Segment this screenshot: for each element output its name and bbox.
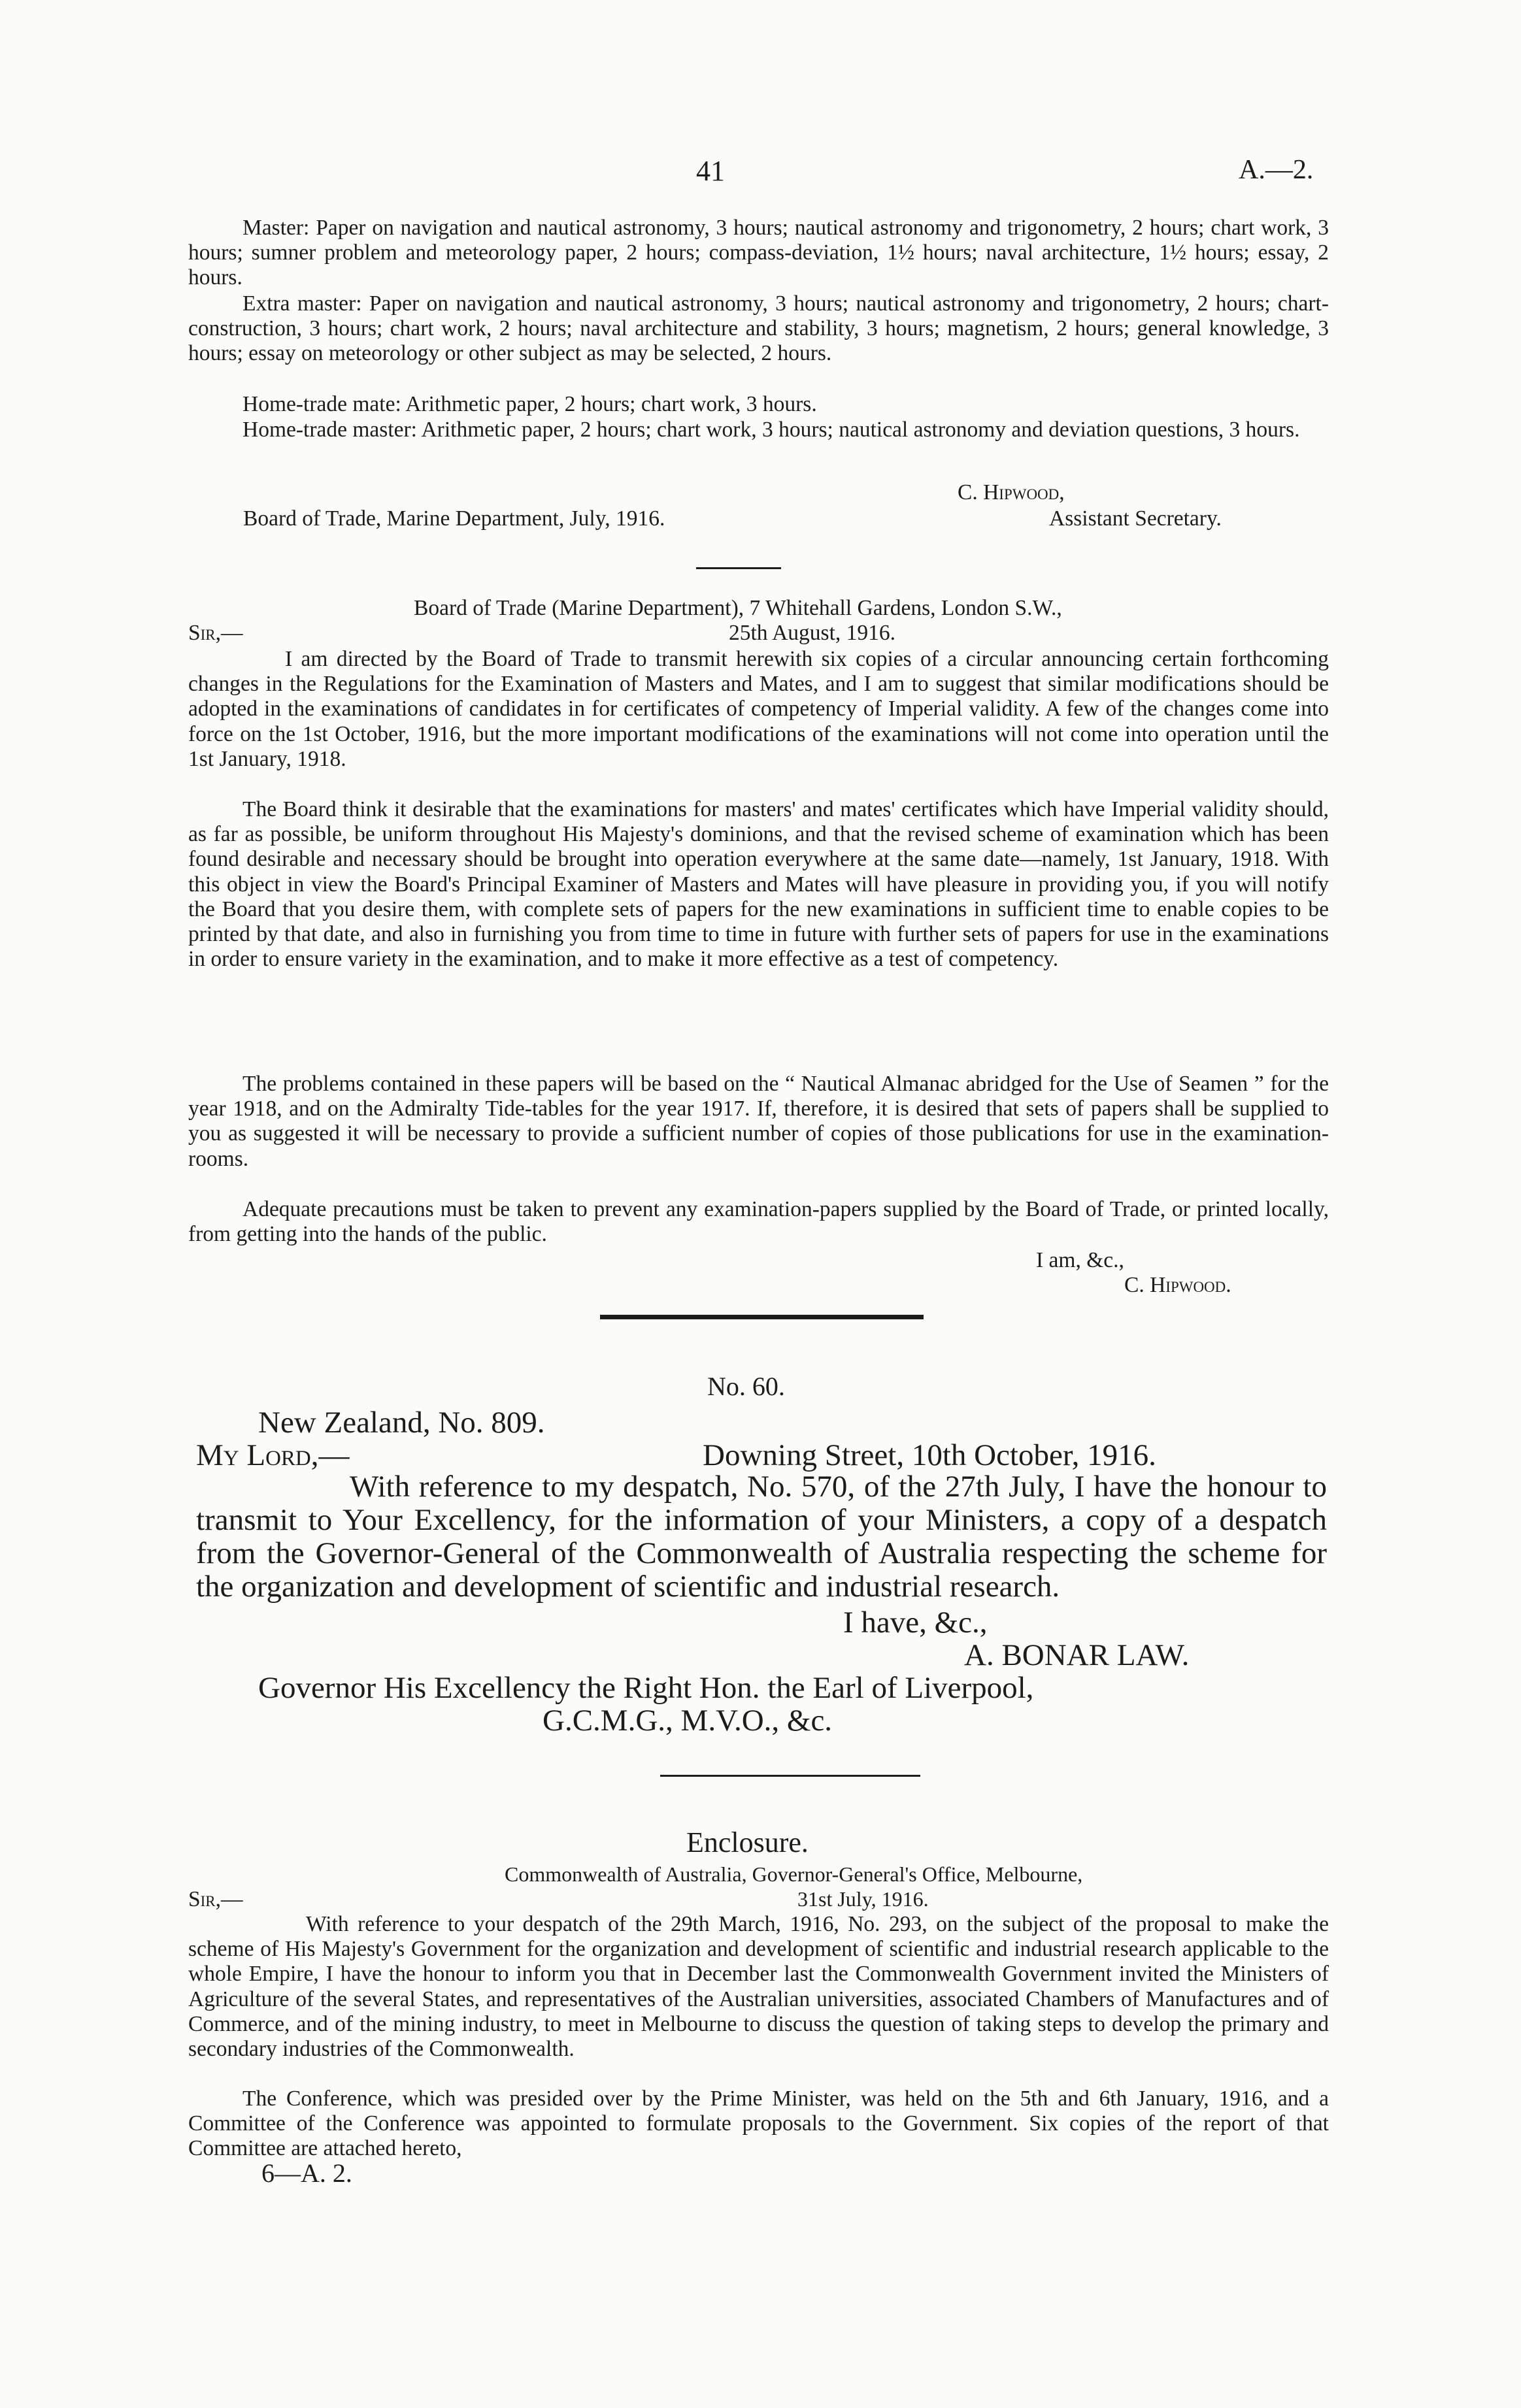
circular-paragraph-3: The problems contained in these papers will be based on the “ Nautical Almanac abridged for the Use of Seamen ” for the year 1918, and on the Admiralty Tide-tables for the year 1917. If, therefore, it is desired that sets of papers shall be supplied to you as suggested it will be necessary to provide a sufficient number of copies of those publications for use in the examination-rooms. <box>188 1072 1329 1171</box>
schedule-paragraph-master: Master: Paper on navigation and nautical astronomy, 3 hours; nautical astronomy and trigonometry, 2 hours; chart work, 3 hours; sumner problem and meteorology paper, 2 hours; compass-deviation, 1½ hours; naval architecture, 1½ hours; essay, 2 hours. <box>188 216 1329 290</box>
short-divider <box>696 567 781 569</box>
enclosure-salutation: Sir,— <box>188 1887 243 1911</box>
enclosure-paragraph-1: With reference to your despatch of the 29th March, 1916, No. 293, on the subject of the proposal to make the scheme of His Majesty's Government for the organization and development of scientific and industrial research applicable to the whole Empire, I have the honour to inform you that in December last the Commonwealth Government invited the Ministers of Agriculture of the several States, and representatives of the Australian universities, associated Chambers of Manufactures and of Commerce, and of the mining industry, to meet in Melbourne to discuss the question of taking steps to develop the primary and secondary industries of the Commonwealth. <box>188 1912 1329 2062</box>
circular-paragraph-2: The Board think it desirable that the examinations for masters' and mates' certificates which have Imperial validity should, as far as possible, be uniform throughout His Majesty's dominions, and that the revised scheme of examination which has been found desirable and necessary should be brought into operation everywhere at the same date—namely, 1st January, 1918. With this object in view the Board's Principal Examiner of Masters and Mates will have pleasure in providing you, if you will notify the Board that you desire them, with complete sets of papers for the new examinations in sufficient time to enable copies to be printed by that date, and also in furnishing you from time to time in future with further sets of papers for use in the examinations in order to ensure variety in the examination, and to make it more effective as a test of competency. <box>188 797 1329 972</box>
despatch-body: With reference to my despatch, No. 570, of the 27th July, I have the honour to transmit to Your Excellency, for the information of your Ministers, a copy of a despatch from the Governor-General of the Commonwealth of Australia respecting the scheme for the organization and development of scientific and industrial research. <box>196 1470 1327 1604</box>
circular-paragraph-4: Adequate precautions must be taken to prevent any examination-papers supplied by the Board of Trade, or printed locally, from getting into the hands of the public. <box>188 1197 1329 1247</box>
despatch-reference: New Zealand, No. 809. <box>258 1406 545 1440</box>
footer-signature-mark: 6—A. 2. <box>261 2158 352 2188</box>
schedule-signatory-title: Assistant Secretary. <box>1049 506 1222 531</box>
despatch-closing: I have, &c., <box>843 1606 988 1640</box>
schedule-signatory: C. Hipwood, <box>958 480 1065 504</box>
schedule-paragraph-extra-master: Extra master: Paper on navigation and nautical astronomy, 3 hours; nautical astronomy and trigonometry, 2 hours; chart-construction, 3 hours; chart work, 2 hours; naval architecture and stability, 3 hours; magnetism, 2 hours; general knowledge, 3 hours; essay on meteorology or other subject as may be selected, 2 hours. <box>188 291 1329 366</box>
despatch-number: No. 60. <box>707 1372 785 1401</box>
enclosure-divider <box>660 1775 920 1777</box>
despatch-addressee-line1: Governor His Excellency the Right Hon. the Earl of Liverpool, <box>258 1671 1034 1705</box>
circular-closing: I am, &c., <box>1036 1248 1124 1272</box>
circular-salutation: Sir,— <box>188 621 243 645</box>
despatch-signature: A. BONAR LAW. <box>964 1638 1190 1672</box>
circular-signature: C. Hipwood. <box>1124 1273 1231 1297</box>
paper-reference: A.—2. <box>1239 155 1314 185</box>
enclosure-paragraph-2: The Conference, which was presided over by the Prime Minister, was held on the 5th and 6th January, 1916, and a Committee of the Conference was appointed to formulate proposals to the Government. Six copies of the report of that Committee are attached hereto, <box>188 2086 1329 2161</box>
enclosure-date: 31st July, 1916. <box>797 1887 929 1911</box>
despatch-place-date: Downing Street, 10th October, 1916. <box>703 1438 1156 1472</box>
circular-address: Board of Trade (Marine Department), 7 Whitehall Gardens, London S.W., <box>414 596 1062 620</box>
schedule-place-date: Board of Trade, Marine Department, July, 1916. <box>243 506 665 531</box>
page-number: 41 <box>696 155 725 187</box>
enclosure-address: Commonwealth of Australia, Governor-General's Office, Melbourne, <box>505 1862 1083 1886</box>
circular-date: 25th August, 1916. <box>729 621 895 645</box>
despatch-addressee-line2: G.C.M.G., M.V.O., &c. <box>543 1704 833 1738</box>
enclosure-heading: Enclosure. <box>686 1826 809 1858</box>
schedule-paragraph-home-trade-mate: Home-trade mate: Arithmetic paper, 2 hours; chart work, 3 hours. <box>242 392 817 416</box>
despatch-salutation: My Lord,— <box>196 1438 350 1472</box>
circular-paragraph-1: I am directed by the Board of Trade to transmit herewith six copies of a circular announcing certain forthcoming changes in the Regulations for the Examination of Masters and Mates, and I am to suggest that similar modifications should be adopted in the examinations of candidates in for certificates of competency of Imperial validity. A few of the changes come into force on the 1st October, 1916, but the more important modifications of the examinations will not come into operation until the 1st January, 1918. <box>188 647 1329 771</box>
schedule-paragraph-home-trade-master: Home-trade master: Arithmetic paper, 2 hours; chart work, 3 hours; nautical astronomy and deviation questions, 3 hours. <box>242 418 1300 442</box>
thick-divider <box>600 1315 924 1319</box>
